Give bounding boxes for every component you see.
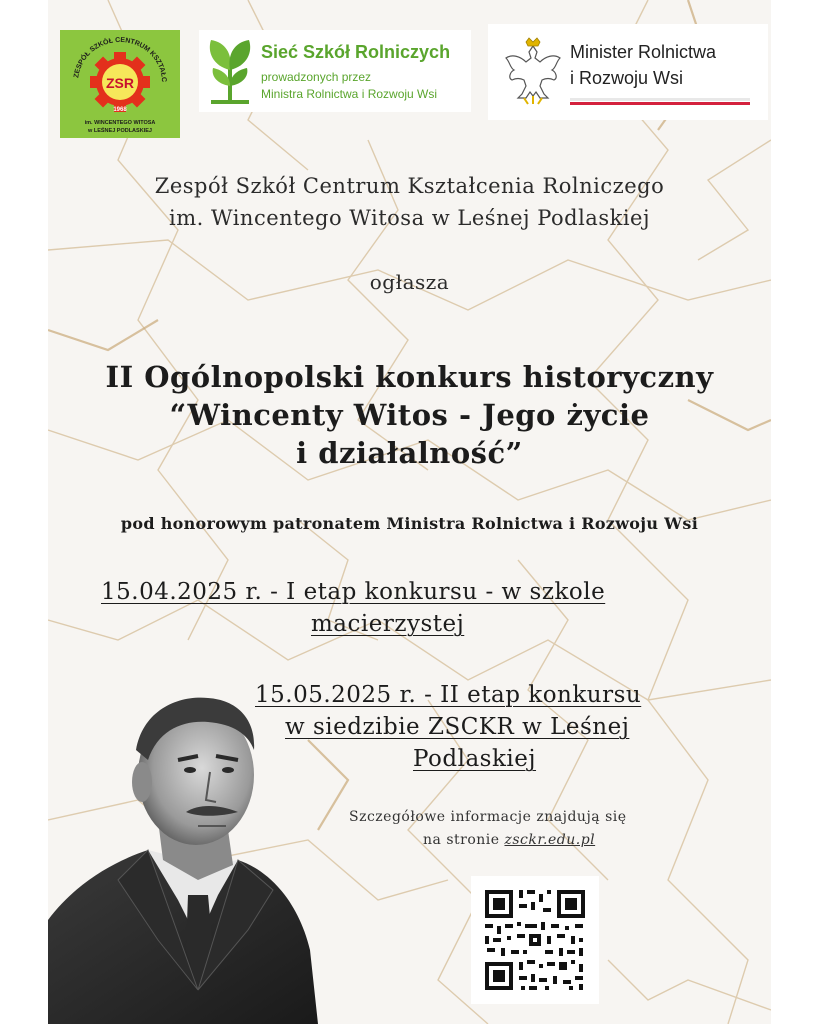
- website-link[interactable]: zsckr.edu.pl: [504, 832, 596, 848]
- school-year: 1968: [113, 107, 127, 113]
- flag-stripe-white: [570, 98, 750, 101]
- stage2-line3: Podlaskiej: [413, 746, 537, 772]
- portrait-photo: [48, 690, 348, 1024]
- stage2-line2: w siedzibie ZSCKR w Leśnej: [285, 714, 630, 740]
- sprout-icon: [203, 36, 257, 106]
- contest-title-line1: II Ogólnopolski konkurs historyczny: [105, 360, 714, 394]
- network-logo: [199, 30, 471, 112]
- eagle-emblem-icon: [502, 36, 564, 108]
- school-ring-text: ZESPÓŁ SZKÓŁ CENTRUM KSZTAŁC: [73, 36, 168, 83]
- announce-text: ogłasza: [369, 270, 450, 294]
- qr-code[interactable]: [471, 876, 599, 1004]
- organizer-line1: Zespół Szkół Centrum Kształcenia Rolniczego: [154, 174, 665, 198]
- info-line1: Szczegółowe informacje znajdują się: [349, 809, 627, 825]
- organizer-line2: im. Wincentego Witosa w Leśnej Podlaskiej: [169, 206, 650, 230]
- network-subtitle-1: prowadzonych przez: [261, 70, 372, 84]
- school-name-line2: w LEŚNEJ PODLASKIEJ: [88, 128, 152, 134]
- patronage-text: pod honorowym patronatem Ministra Rolnictwa i Rozwoju Wsi: [120, 514, 699, 533]
- network-title: Sieć Szkół Rolniczych: [261, 42, 451, 62]
- contest-title-line2: “Wincenty Witos - Jego życie: [169, 398, 650, 432]
- school-emblem-icon: [60, 30, 180, 138]
- ministry-name-line2: i Rozwoju Wsi: [570, 68, 684, 88]
- stage1-line1: 15.04.2025 r. - I etap konkursu - w szkole: [101, 579, 606, 605]
- info-prefix: na stronie: [423, 832, 505, 848]
- school-monogram: ZSR: [106, 75, 134, 91]
- network-subtitle-2: Ministra Rolnictwa i Rozwoju Wsi: [261, 87, 438, 101]
- contest-title-line3: i działalność”: [296, 436, 523, 470]
- stage1-line2: macierzystej: [311, 611, 465, 637]
- school-logo: [60, 30, 180, 138]
- flag-stripe-red: [570, 102, 750, 105]
- ministry-logo: [488, 24, 768, 120]
- poster: [48, 0, 771, 1024]
- qr-code-icon: [471, 876, 599, 1004]
- stage2-line1: 15.05.2025 r. - II etap konkursu: [255, 682, 642, 708]
- school-name-line1: im. WINCENTEGO WITOSA: [84, 120, 156, 126]
- info-line2: [423, 832, 595, 848]
- ministry-name-line1: Minister Rolnictwa: [570, 42, 717, 62]
